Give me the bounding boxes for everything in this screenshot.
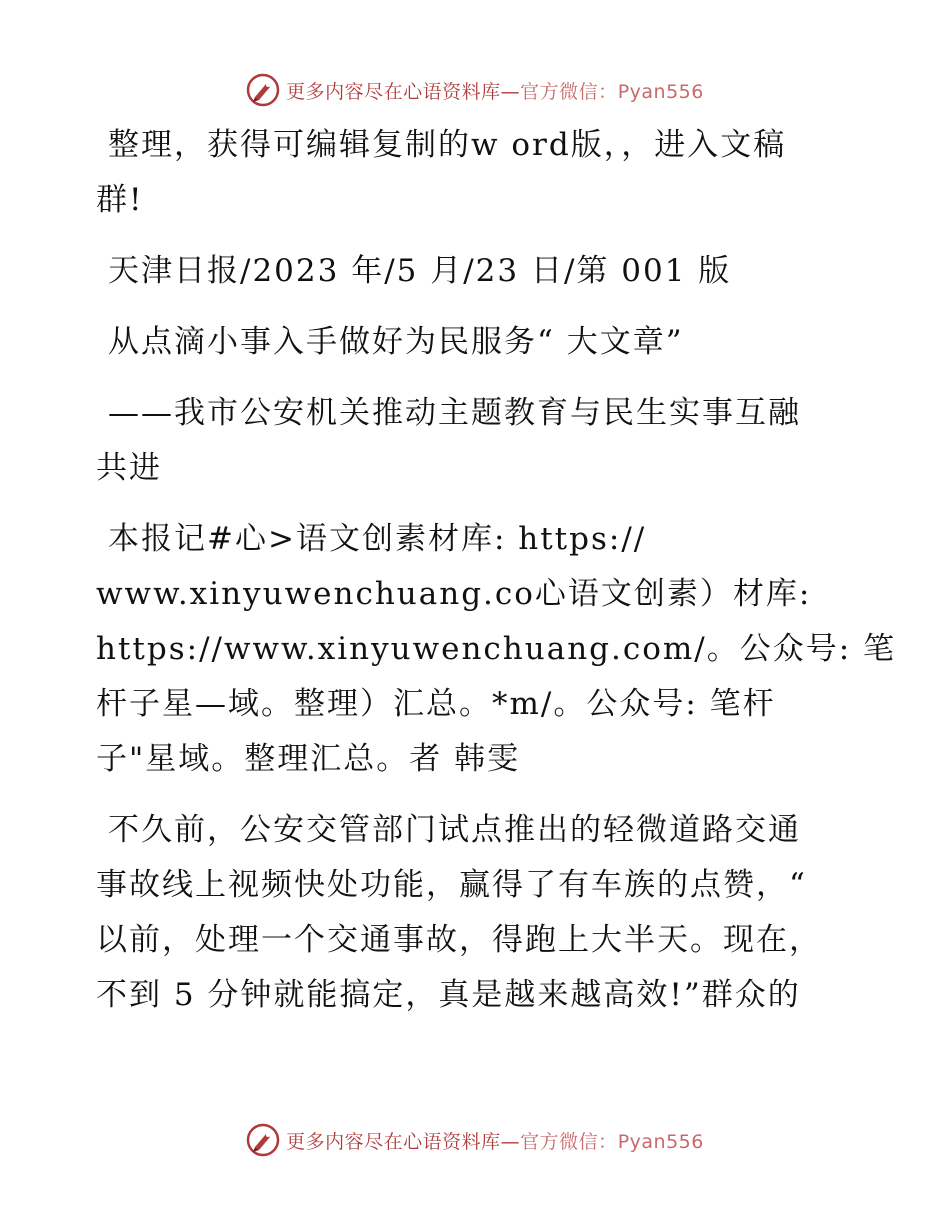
text-line: 不到 5 分钟就能搞定，真是越来越高效!”群众的	[96, 977, 801, 1013]
text-line: 从点滴小事入手做好为民服务“ 大文章”	[108, 324, 684, 360]
text-line: 不久前，公安交管部门试点推出的轻微道路交通	[108, 812, 801, 848]
text-line: 本报记#心>语文创素材库: https://	[108, 521, 647, 557]
text-line: 天津日报/2023 年/5 月/23 日/第 001 版	[108, 253, 732, 289]
header-banner-wechat-label: 官方微信：	[520, 80, 618, 103]
text-line: 群!	[96, 182, 144, 218]
header-banner	[0, 70, 950, 110]
text-line: 以前，处理一个交通事故，得跑上大半天。现在，	[96, 922, 822, 958]
text-line: 子"星域。整理汇总。者 韩雯	[96, 741, 521, 777]
footer-banner	[0, 1120, 950, 1160]
pen-logo-icon	[246, 73, 280, 107]
paragraph-byline	[96, 512, 897, 787]
footer-banner-slogan: 更多内容尽在心语资料库—	[286, 1130, 521, 1153]
text-line: 杆子星—域。整理）汇总。*m/。公众号: 笔杆	[96, 686, 776, 722]
paragraph-intro	[96, 118, 856, 228]
paragraph-subheadline	[96, 386, 856, 496]
footer-banner-wechat-label: 官方微信：	[520, 1130, 618, 1153]
header-banner-text	[286, 77, 704, 104]
paragraph-body	[96, 803, 856, 1023]
paragraph-source	[96, 244, 856, 299]
text-line: 整理，获得可编辑复制的w ord版，，进入文稿	[108, 127, 787, 163]
text-line: www.xinyuwenchuang.co心语文创素）材库:	[96, 576, 812, 612]
footer-banner-text	[286, 1127, 704, 1154]
header-banner-slogan: 更多内容尽在心语资料库—	[286, 80, 521, 103]
header-banner-wechat-id: Pyan556	[617, 80, 704, 103]
text-line: 事故线上视频快处功能，赢得了有车族的点赞，“	[96, 867, 807, 903]
text-line: 共进	[96, 450, 162, 486]
footer-banner-wechat-id: Pyan556	[617, 1130, 704, 1153]
pen-logo-icon	[246, 1123, 280, 1157]
document-body	[96, 118, 897, 1039]
paragraph-headline	[96, 315, 856, 370]
text-line: https://www.xinyuwenchuang.com/。公众号: 笔	[96, 631, 897, 667]
text-line: ——我市公安机关推动主题教育与民生实事互融	[108, 395, 801, 431]
